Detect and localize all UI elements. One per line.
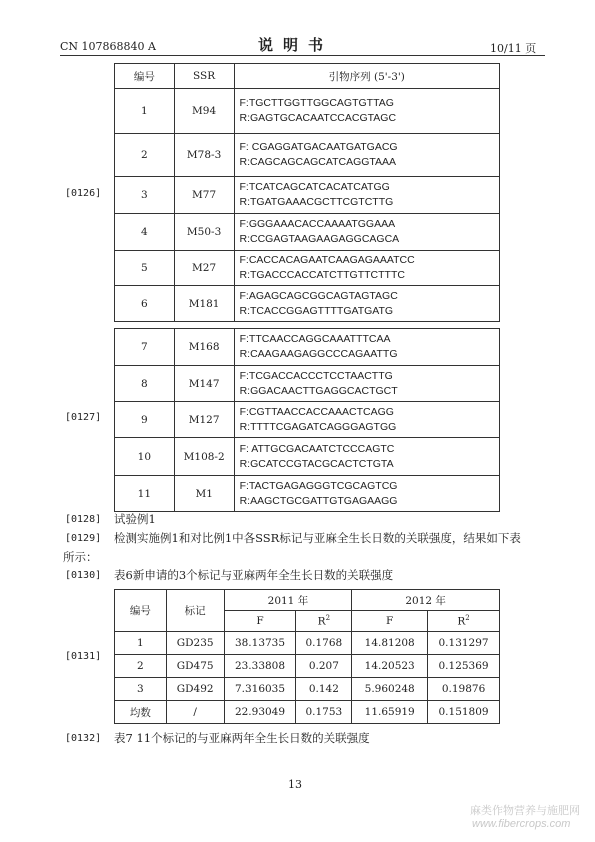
row-number: 10	[115, 438, 175, 476]
cell-r2-2012: 0.131297	[428, 632, 500, 655]
row-number: 9	[115, 402, 175, 438]
reverse-primer: R:AAGCTGCGATTGTGAGAAGG	[239, 494, 398, 507]
cell-f-2012: 5.960248	[352, 678, 428, 701]
page-of: 10/11 页	[490, 42, 537, 55]
cell-r2-2012: 0.151809	[428, 701, 500, 724]
row-primers	[234, 177, 500, 214]
reverse-primer: R:CAGCAGCAGCATCAGGTAAA	[239, 156, 397, 168]
table-row	[115, 402, 500, 438]
tag-0132: [0132]	[65, 733, 102, 744]
table-row	[115, 632, 500, 655]
tag-0129: [0129]	[65, 533, 102, 544]
row-number: 4	[115, 214, 175, 251]
table-row	[115, 655, 500, 678]
header-primer-sequence: 引物序列 (5'-3')	[234, 64, 500, 89]
row-primers	[234, 366, 499, 402]
table-row	[115, 438, 500, 476]
reverse-primer: R:CAAGAAGAGGCCCAGAATTG	[239, 348, 398, 360]
tag-0131: [0131]	[65, 651, 102, 662]
reverse-primer: R:GAGTGCACAATCCACGTAGC	[239, 112, 397, 124]
association-table	[114, 589, 500, 724]
reverse-primer: R:TCACCGGAGTTTTGATGATG	[239, 304, 394, 317]
primer-table-1	[114, 63, 500, 322]
row-ssr: M147	[174, 366, 234, 402]
tag-0128: [0128]	[65, 514, 102, 525]
cell-f-2011: 23.33808	[224, 655, 296, 678]
header-f-2011: F	[224, 611, 296, 632]
row-primers	[234, 476, 499, 512]
header-r2-2011: $R^2$	[296, 611, 352, 632]
row-primers	[234, 402, 499, 438]
row-ssr: M77	[174, 177, 234, 214]
table-row	[115, 476, 500, 512]
row-number: 5	[115, 251, 175, 286]
row-primers	[234, 251, 500, 286]
cell-f-2012: 11.65919	[352, 701, 428, 724]
header-rule	[60, 55, 545, 56]
forward-primer: F: CGAGGATGACAATGATGACG	[239, 141, 398, 153]
tag-0127: [0127]	[65, 412, 102, 423]
row-primers	[234, 134, 500, 177]
table-header-row	[115, 64, 500, 89]
forward-primer: F: ATTGCGACAATCTCCCAGTC	[239, 442, 395, 455]
header-number: 编号	[115, 590, 167, 632]
row-ssr: M94	[174, 89, 234, 134]
header-marker: 标记	[166, 590, 224, 632]
cell-marker: GD475	[166, 655, 224, 678]
cell-f-2011: 38.13735	[224, 632, 296, 655]
header-2011: 2011 年	[224, 590, 352, 611]
row-number: 8	[115, 366, 175, 402]
primer-table-2	[114, 328, 500, 512]
table-row	[115, 251, 500, 286]
table-row	[115, 329, 500, 366]
cell-number: 1	[115, 632, 167, 655]
row-number: 11	[115, 476, 175, 512]
row-ssr: M168	[174, 329, 234, 366]
cell-r2-2012: 0.125369	[428, 655, 500, 678]
header-2012: 2012 年	[352, 590, 500, 611]
forward-primer: F:GGGAAACACCAAAATGGAAA	[239, 218, 396, 230]
forward-primer: F:TACTGAGAGGGTCGCAGTCG	[239, 479, 398, 492]
table-row	[115, 214, 500, 251]
reverse-primer: R:GGACAACTTGAGGCACTGCT	[239, 384, 398, 397]
cell-f-2011: 7.316035	[224, 678, 296, 701]
row-number: 3	[115, 177, 175, 214]
forward-primer: F:TTCAACCAGGCAAATTTCAA	[239, 333, 391, 345]
watermark-text: 麻类作物营养与施肥网	[470, 805, 580, 817]
table-row	[115, 134, 500, 177]
cell-f-2012: 14.20523	[352, 655, 428, 678]
table-header-row	[115, 590, 500, 611]
row-ssr: M27	[174, 251, 234, 286]
row-primers	[234, 438, 499, 476]
cell-number: 2	[115, 655, 167, 678]
row-number: 1	[115, 89, 175, 134]
row-number: 2	[115, 134, 175, 177]
table-row	[115, 177, 500, 214]
cell-r2-2011: 0.142	[296, 678, 352, 701]
row-number: 6	[115, 286, 175, 322]
page-title: 说明书	[258, 36, 334, 54]
forward-primer: F:TCATCAGCATCACATCATGG	[239, 181, 390, 193]
cell-marker: GD492	[166, 678, 224, 701]
reverse-primer: R:TGACCCACCATCTTGTTCTTTC	[239, 269, 405, 281]
row-ssr: M50-3	[174, 214, 234, 251]
table-row	[115, 678, 500, 701]
table-row	[115, 286, 500, 322]
table7-caption: 表7 11个标记的与亚麻两年全生长日数的关联强度	[114, 731, 370, 745]
patent-number: CN 107868840 A	[60, 40, 156, 53]
paragraph-0128: 试验例1	[114, 512, 156, 526]
cell-marker: GD235	[166, 632, 224, 655]
row-primers	[234, 214, 500, 251]
cell-r2-2011: 0.1753	[296, 701, 352, 724]
row-ssr: M78-3	[174, 134, 234, 177]
forward-primer: F:AGAGCAGCGGCAGTAGTAGC	[239, 289, 398, 302]
cell-f-2012: 14.81208	[352, 632, 428, 655]
row-primers	[234, 89, 500, 134]
cell-r2-2012: 0.19876	[428, 678, 500, 701]
table6-caption: 表6新申请的3个标记与亚麻两年全生长日数的关联强度	[114, 568, 394, 582]
forward-primer: F:TGCTTGGTTGGCAGTGTTAG	[239, 97, 394, 109]
reverse-primer: R:CCGAGTAAGAAGAGGCAGCA	[239, 233, 400, 245]
cell-f-2011: 22.93049	[224, 701, 296, 724]
row-ssr: M127	[174, 402, 234, 438]
tag-0126: [0126]	[65, 188, 102, 199]
watermark-url: www.fibercrops.com	[472, 818, 571, 830]
row-ssr: M108-2	[174, 438, 234, 476]
tag-0130: [0130]	[65, 570, 102, 581]
row-number: 7	[115, 329, 175, 366]
reverse-primer: R:TGATGAAACGCTTCGTCTTG	[239, 196, 394, 208]
cell-number: 均数	[115, 701, 167, 724]
page-number: 13	[288, 778, 302, 791]
header-f-2012: F	[352, 611, 428, 632]
forward-primer: F:CGTTAACCACCAAACTCAGG	[239, 405, 394, 418]
row-ssr: M1	[174, 476, 234, 512]
header-r2-2012: $R^2$	[428, 611, 500, 632]
table-row-average	[115, 701, 500, 724]
reverse-primer: R:GCATCCGTACGCACTCTGTA	[239, 457, 394, 470]
cell-r2-2011: 0.1768	[296, 632, 352, 655]
header-ssr: SSR	[174, 64, 234, 89]
row-primers	[234, 329, 499, 366]
cell-marker: /	[166, 701, 224, 724]
table-row	[115, 366, 500, 402]
header-number: 编号	[115, 64, 175, 89]
cell-number: 3	[115, 678, 167, 701]
reverse-primer: R:TTTTCGAGATCAGGGAGTGG	[239, 420, 397, 433]
paragraph-0129-line-1: 检测实施例1和对比例1中各SSR标记与亚麻全生长日数的关联强度，结果如下表	[114, 531, 521, 545]
row-ssr: M181	[174, 286, 234, 322]
forward-primer: F:CACCACAGAATCAAGAGAAATCC	[239, 254, 415, 266]
row-primers	[234, 286, 500, 322]
table-row	[115, 89, 500, 134]
forward-primer: F:TCGACCACCCTCCTAACTTG	[239, 369, 393, 382]
paragraph-0129-line-2: 所示：	[63, 550, 98, 564]
cell-r2-2011: 0.207	[296, 655, 352, 678]
